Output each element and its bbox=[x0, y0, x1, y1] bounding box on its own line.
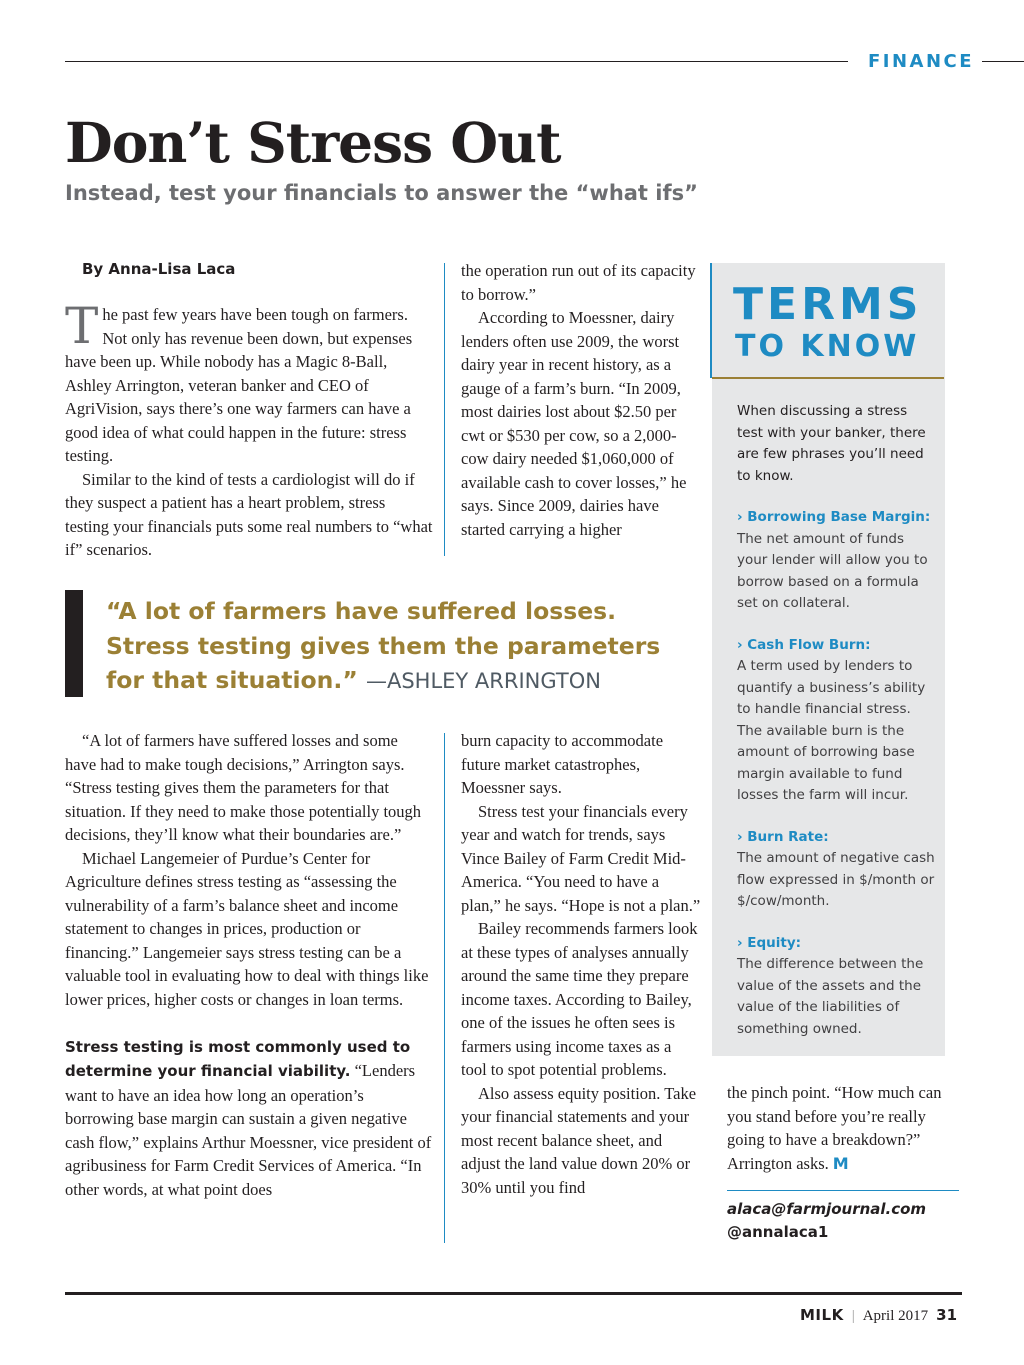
footer-separator: | bbox=[851, 1308, 855, 1324]
sidebar-accent-rule bbox=[710, 263, 712, 378]
term-definition: The amount of negative cash flow expressed in $/month or $/cow/month. bbox=[737, 850, 935, 909]
term-item bbox=[737, 635, 937, 807]
term-name: › Equity: bbox=[737, 934, 802, 951]
paragraph: the pinch point. “How much can you stand before you’re really going to have a breakdown?” Arrington asks. M bbox=[727, 1083, 942, 1173]
paragraph: Michael Langemeier of Purdue’s Center for Agriculture defines stress testing as “assessing the vulnerability of a farm’s balance sheet and income statement to changes in prices, production or financing.” Langemeier says stress testing can be a valuable tool in evaluating how to deal with things like lower prices, higher costs or changes in loan terms. bbox=[65, 848, 429, 1009]
term-definition: The difference between the value of the assets and the value of the liabilities of something owned. bbox=[737, 956, 924, 1037]
byline: By Anna-Lisa Laca bbox=[82, 260, 236, 278]
column-1-bottom bbox=[65, 729, 433, 1201]
term-name: › Borrowing Base Margin: bbox=[737, 509, 931, 525]
column-1-top bbox=[65, 259, 433, 562]
paragraph: “A lot of farmers have suffered losses and some have had to make tough decisions,” Arrington says. “Stress testing gives them the parameters for that situation. If they need to make those potentially tough decisions, they’ll know what their boundaries are.” bbox=[65, 731, 422, 844]
author-email[interactable]: alaca@farmjournal.com bbox=[727, 1200, 927, 1218]
issue-date: April 2017 bbox=[862, 1308, 929, 1324]
column-2-top bbox=[461, 259, 701, 541]
page-number: 31 bbox=[936, 1306, 958, 1324]
term-name: › Burn Rate: bbox=[737, 828, 829, 845]
sidebar-title: TERMS bbox=[733, 279, 923, 330]
deck: Instead, test your financials to answer the “what ifs” bbox=[65, 181, 698, 205]
term-definition: The net amount of funds your lender will allow you to borrow based on a formula set on collateral. bbox=[737, 530, 928, 611]
pullquote-attribution: —ASHLEY ARRINGTON bbox=[365, 669, 601, 693]
pullquote-bar bbox=[65, 590, 83, 697]
contact-rule bbox=[727, 1190, 959, 1191]
footer-rule bbox=[65, 1292, 962, 1295]
column-2-bottom bbox=[461, 729, 701, 1199]
author-contact bbox=[727, 1198, 926, 1244]
sidebar-body bbox=[737, 401, 937, 1060]
term-item bbox=[737, 933, 937, 1041]
column-rule bbox=[444, 733, 445, 1243]
drop-cap: T bbox=[65, 297, 99, 355]
term-item bbox=[737, 827, 937, 913]
sidebar-divider bbox=[712, 377, 944, 379]
pullquote-text: “A lot of farmers have suffered losses. Stress testing gives them the parameters for that situation.” bbox=[106, 597, 661, 694]
header-rule bbox=[65, 61, 848, 62]
sidebar-intro: When discussing a stress test with your banker, there are few phrases you’ll need to know. bbox=[737, 403, 926, 484]
lead-in: Stress testing is most commonly used to determine your financial viability. bbox=[65, 1037, 411, 1080]
sidebar-subtitle: TO KNOW bbox=[735, 329, 920, 364]
headline: Don’t Stress Out bbox=[65, 110, 561, 175]
column-rule bbox=[444, 263, 445, 556]
paragraph: the operation run out of its capacity to borrow.” bbox=[461, 261, 696, 304]
paragraph: The past few years have been tough on farmers. Not only has revenue been down, but expenses have been up. While nobody has a Magic 8-Ball, Ashley Arrington, veteran banker and CEO of AgriVision, says there’s one way farmers can have a good idea of what could happen in the future: stress testing. bbox=[65, 297, 413, 465]
author-handle[interactable]: @annalaca1 bbox=[727, 1223, 829, 1241]
header-rule-right bbox=[982, 61, 1024, 62]
paragraph: Stress test your financials every year and watch for trends, says Vince Bailey of Farm Credit Mid-America. “You need to have a plan,” he says. “Hope is not a plan.” bbox=[461, 801, 701, 915]
pullquote bbox=[106, 594, 666, 699]
term-name: › Cash Flow Burn: bbox=[737, 636, 871, 653]
column-3-bottom bbox=[727, 1081, 962, 1175]
term-definition: A term used by lenders to quantify a business’s ability to handle financial stress. The available burn is the amount of borrowing base margin available to fund losses the farm will incur. bbox=[737, 658, 926, 803]
term-item bbox=[737, 507, 937, 615]
end-mark: M bbox=[832, 1153, 849, 1173]
paragraph: Also assess equity position. Take your financial statements and your most recent balance sheet, and adjust the land value down 20% or 30% until you find bbox=[461, 1083, 697, 1197]
paragraph: Bailey recommends farmers look at these types of analyses annually around the same time they prepare income taxes. According to Bailey, one of the issues he often sees is farmers using income taxes as a tool to spot potential problems. bbox=[461, 919, 698, 1079]
paragraph: Similar to the kind of tests a cardiologist will do if they suspect a patient has a heart problem, stress testing your financials puts some real numbers to “what if” scenarios. bbox=[65, 469, 433, 559]
section-label: FINANCE bbox=[868, 51, 975, 72]
paragraph: According to Moessner, dairy lenders often use 2009, the worst dairy year in recent history, as a gauge of a farm’s burn. “In 2009, most dairies lost about $2.50 per cwt or $530 per cow, so a 2,000-cow dairy needed $1,060,000 of available cash to cover losses,” he says. Since 2009, dairies have started carrying a higher bbox=[461, 308, 687, 539]
paragraph: Stress testing is most commonly used to determine your financial viability. “Lenders want to have an idea how long an operation’s borrowing base margin can sustain a given negative cash flow,” explains Arthur Moessner, vice president of agribusiness for Farm Credit Services of America. “In other words, at what point does bbox=[65, 1037, 432, 1199]
page-footer bbox=[800, 1306, 957, 1325]
paragraph: burn capacity to accommodate future market catastrophes, Moessner says. bbox=[461, 731, 664, 797]
magazine-logo: MILK bbox=[800, 1306, 844, 1324]
